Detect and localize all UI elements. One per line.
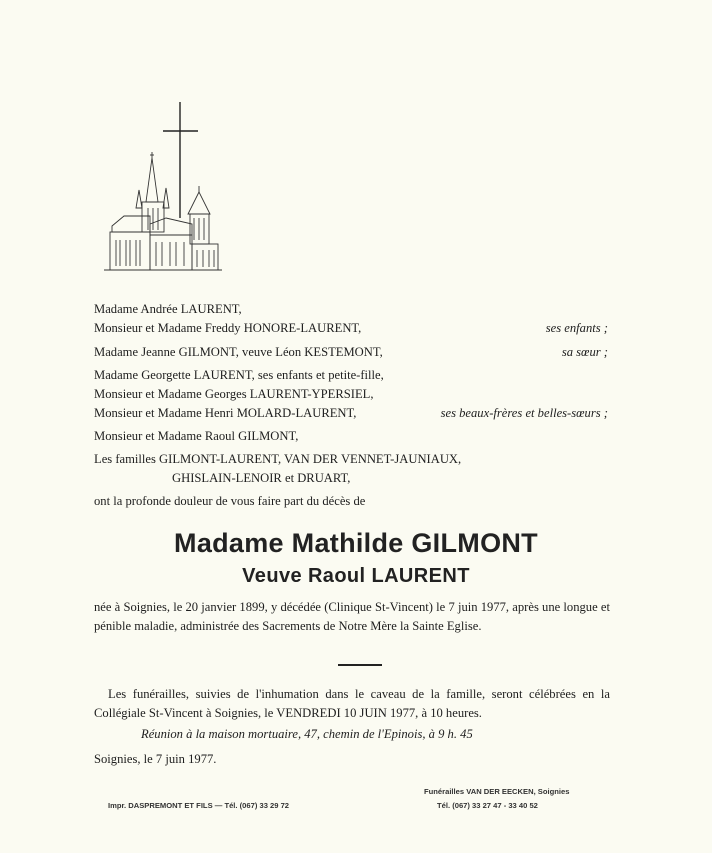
family-line-3: Madame Jeanne GILMONT, veuve Léon KESTEMONT, [94, 345, 383, 359]
reunion-line: Réunion à la maison mortuaire, 47, chemin de l'Epinois, à 9 h. 45 [141, 727, 473, 741]
undertaker-phone: Tél. (067) 33 27 47 - 33 40 52 [437, 801, 538, 810]
family-line-4: Madame Georgette LAURENT, ses enfants et petite-fille, [94, 368, 384, 382]
family-line-7: Monsieur et Madame Raoul GILMONT, [94, 429, 299, 443]
announcement-line: ont la profonde douleur de vous faire part du décès de [94, 494, 366, 508]
family-line-8: Les familles GILMONT-LAURENT, VAN DER VENNET-JAUNIAUX, [94, 452, 462, 466]
church-illustration-icon [104, 100, 224, 275]
deceased-name: Madame Mathilde GILMONT [174, 528, 538, 558]
relation-sister: sa sœur ; [561, 345, 608, 359]
relation-children: ses enfants ; [545, 321, 608, 335]
biography-paragraph: née à Soignies, le 20 janvier 1899, y décédée (Clinique St-Vincent) le 7 juin 1977, après une longue et pénible maladie, administrée des Sacrements de Notre Mère la Sainte Eglise. [94, 600, 610, 633]
family-line-9: GHISLAIN-LENOIR et DRUART, [172, 471, 351, 485]
printer-credit: Impr. DASPREMONT ET FILS — Tél. (067) 33 29 72 [108, 801, 290, 810]
family-line-6: Monsieur et Madame Henri MOLARD-LAURENT, [94, 406, 357, 420]
family-line-2: Monsieur et Madame Freddy HONORE-LAURENT, [94, 321, 362, 335]
family-line-5: Monsieur et Madame Georges LAURENT-YPERSIEL, [94, 387, 374, 401]
funeral-paragraph: Les funérailles, suivies de l'inhumation dans le caveau de la famille, seront célébrées en la Collégiale St-Vincent à Soignies, le VENDREDI 10 JUIN 1977, à 10 heures. [94, 687, 610, 720]
place-date: Soignies, le 7 juin 1977. [94, 752, 217, 766]
separator-rule [338, 664, 382, 666]
deceased-widow-of: Veuve Raoul LAURENT [242, 565, 470, 587]
relation-in-laws: ses beaux-frères et belles-sœurs ; [440, 406, 608, 420]
family-line-1: Madame Andrée LAURENT, [94, 302, 242, 316]
undertaker-name: Funérailles VAN DER EECKEN, Soignies [424, 787, 570, 796]
